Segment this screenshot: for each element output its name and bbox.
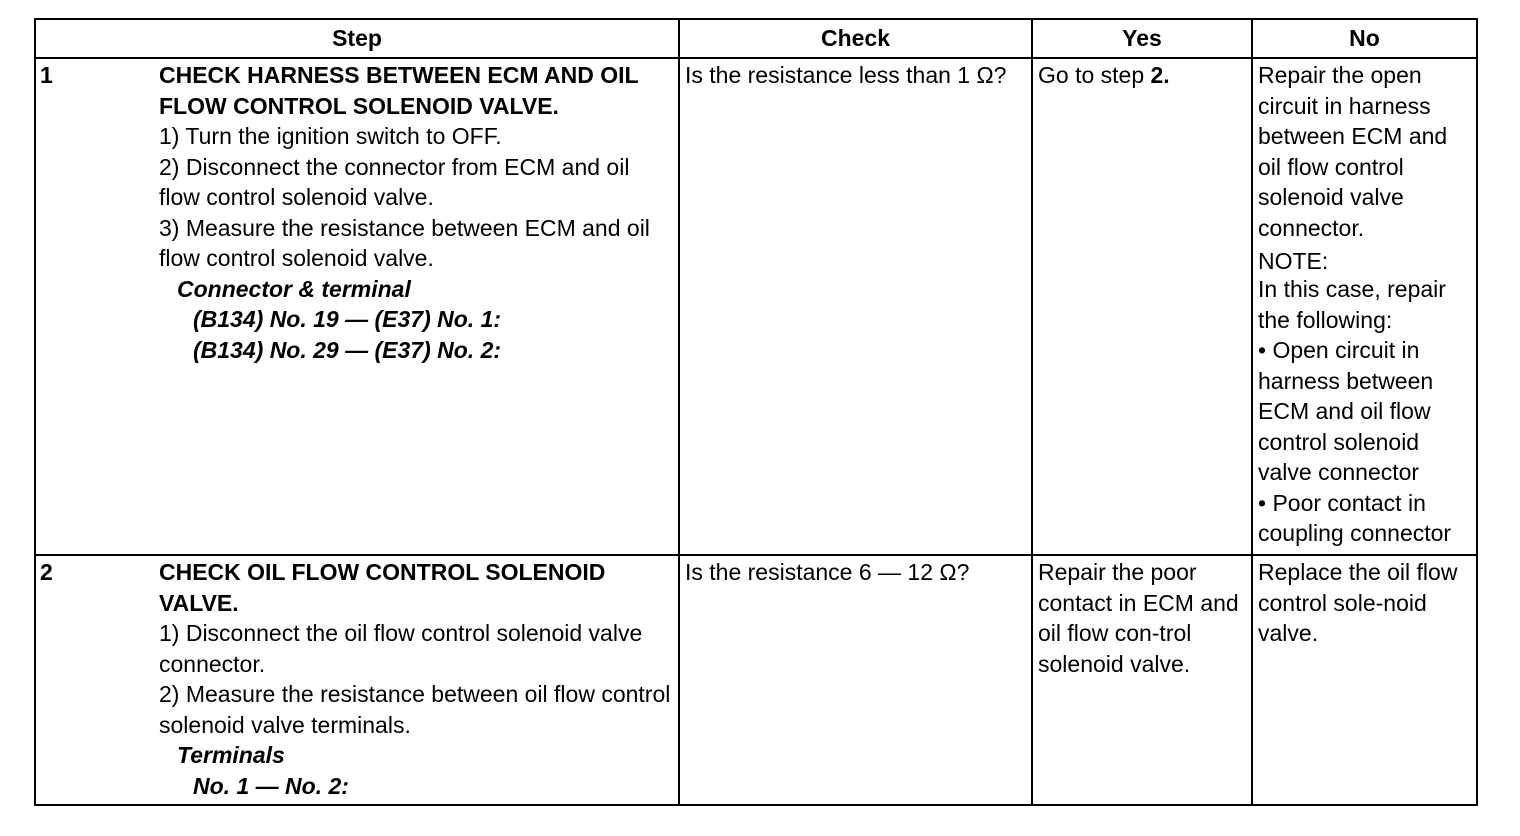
header-check: Check bbox=[679, 19, 1032, 58]
yes-text: Repair the poor contact in ECM and oil flow con-trol solenoid valve. bbox=[1038, 559, 1239, 677]
diagnostic-table-container bbox=[34, 18, 1476, 806]
table-row bbox=[35, 555, 1477, 805]
step-instruction: 2) Disconnect the connector from ECM and oil flow control solenoid valve. bbox=[159, 153, 630, 210]
check-cell bbox=[679, 555, 1032, 805]
step-title: CHECK HARNESS BETWEEN ECM AND OIL FLOW CONTROL SOLENOID VALVE. bbox=[159, 62, 639, 119]
note-text: In this case, repair the following: bbox=[1258, 276, 1446, 333]
header-no: No bbox=[1252, 19, 1477, 58]
header-step: Step bbox=[35, 19, 679, 58]
yes-prefix: Go to step bbox=[1038, 62, 1151, 88]
diagnostic-table bbox=[34, 18, 1478, 806]
table-row bbox=[35, 58, 1477, 555]
yes-step-ref: 2. bbox=[1150, 62, 1170, 88]
spec-line: (B134) No. 29 — (E37) No. 2: bbox=[193, 336, 502, 363]
step-body bbox=[36, 556, 678, 801]
check-text: Is the resistance less than 1 Ω? bbox=[685, 62, 1007, 88]
step-instruction: 1) Turn the ignition switch to OFF. bbox=[159, 123, 502, 149]
no-cell bbox=[1252, 555, 1477, 805]
step-instruction: 3) Measure the resistance between ECM and oil flow control solenoid valve. bbox=[159, 214, 650, 271]
note-bullet: • Open circuit in harness between ECM and oil flow control solenoid valve connector bbox=[1258, 337, 1434, 485]
yes-cell bbox=[1032, 58, 1252, 555]
step-cell bbox=[35, 58, 679, 555]
step-title: CHECK OIL FLOW CONTROL SOLENOID VALVE. bbox=[159, 559, 606, 616]
note-bullet: • Poor contact in coupling connector bbox=[1258, 489, 1452, 546]
check-cell bbox=[679, 58, 1032, 555]
no-text: Replace the oil flow control sole-noid valve. bbox=[1258, 559, 1458, 646]
spec-label: Connector & terminal bbox=[177, 275, 411, 302]
yes-cell bbox=[1032, 555, 1252, 805]
step-body bbox=[36, 59, 678, 365]
check-text: Is the resistance 6 — 12 Ω? bbox=[685, 559, 970, 585]
header-yes: Yes bbox=[1032, 19, 1252, 58]
step-instruction: 2) Measure the resistance between oil flow control solenoid valve terminals. bbox=[159, 681, 671, 738]
no-cell bbox=[1252, 58, 1477, 555]
header-row bbox=[35, 19, 1477, 58]
step-cell bbox=[35, 555, 679, 805]
note-label: NOTE: bbox=[1258, 248, 1329, 274]
step-number: 1 bbox=[40, 62, 53, 88]
step-number: 2 bbox=[40, 559, 53, 585]
no-text: Repair the open circuit in harness between ECM and oil flow control solenoid valve connector. bbox=[1258, 62, 1448, 241]
yes-text bbox=[1038, 60, 1246, 91]
spec-label: Terminals bbox=[177, 742, 285, 768]
spec-line: (B134) No. 19 — (E37) No. 1: bbox=[193, 306, 502, 332]
step-instruction: 1) Disconnect the oil flow control solenoid valve connector. bbox=[159, 620, 643, 677]
spec-line: No. 1 — No. 2: bbox=[193, 772, 349, 799]
